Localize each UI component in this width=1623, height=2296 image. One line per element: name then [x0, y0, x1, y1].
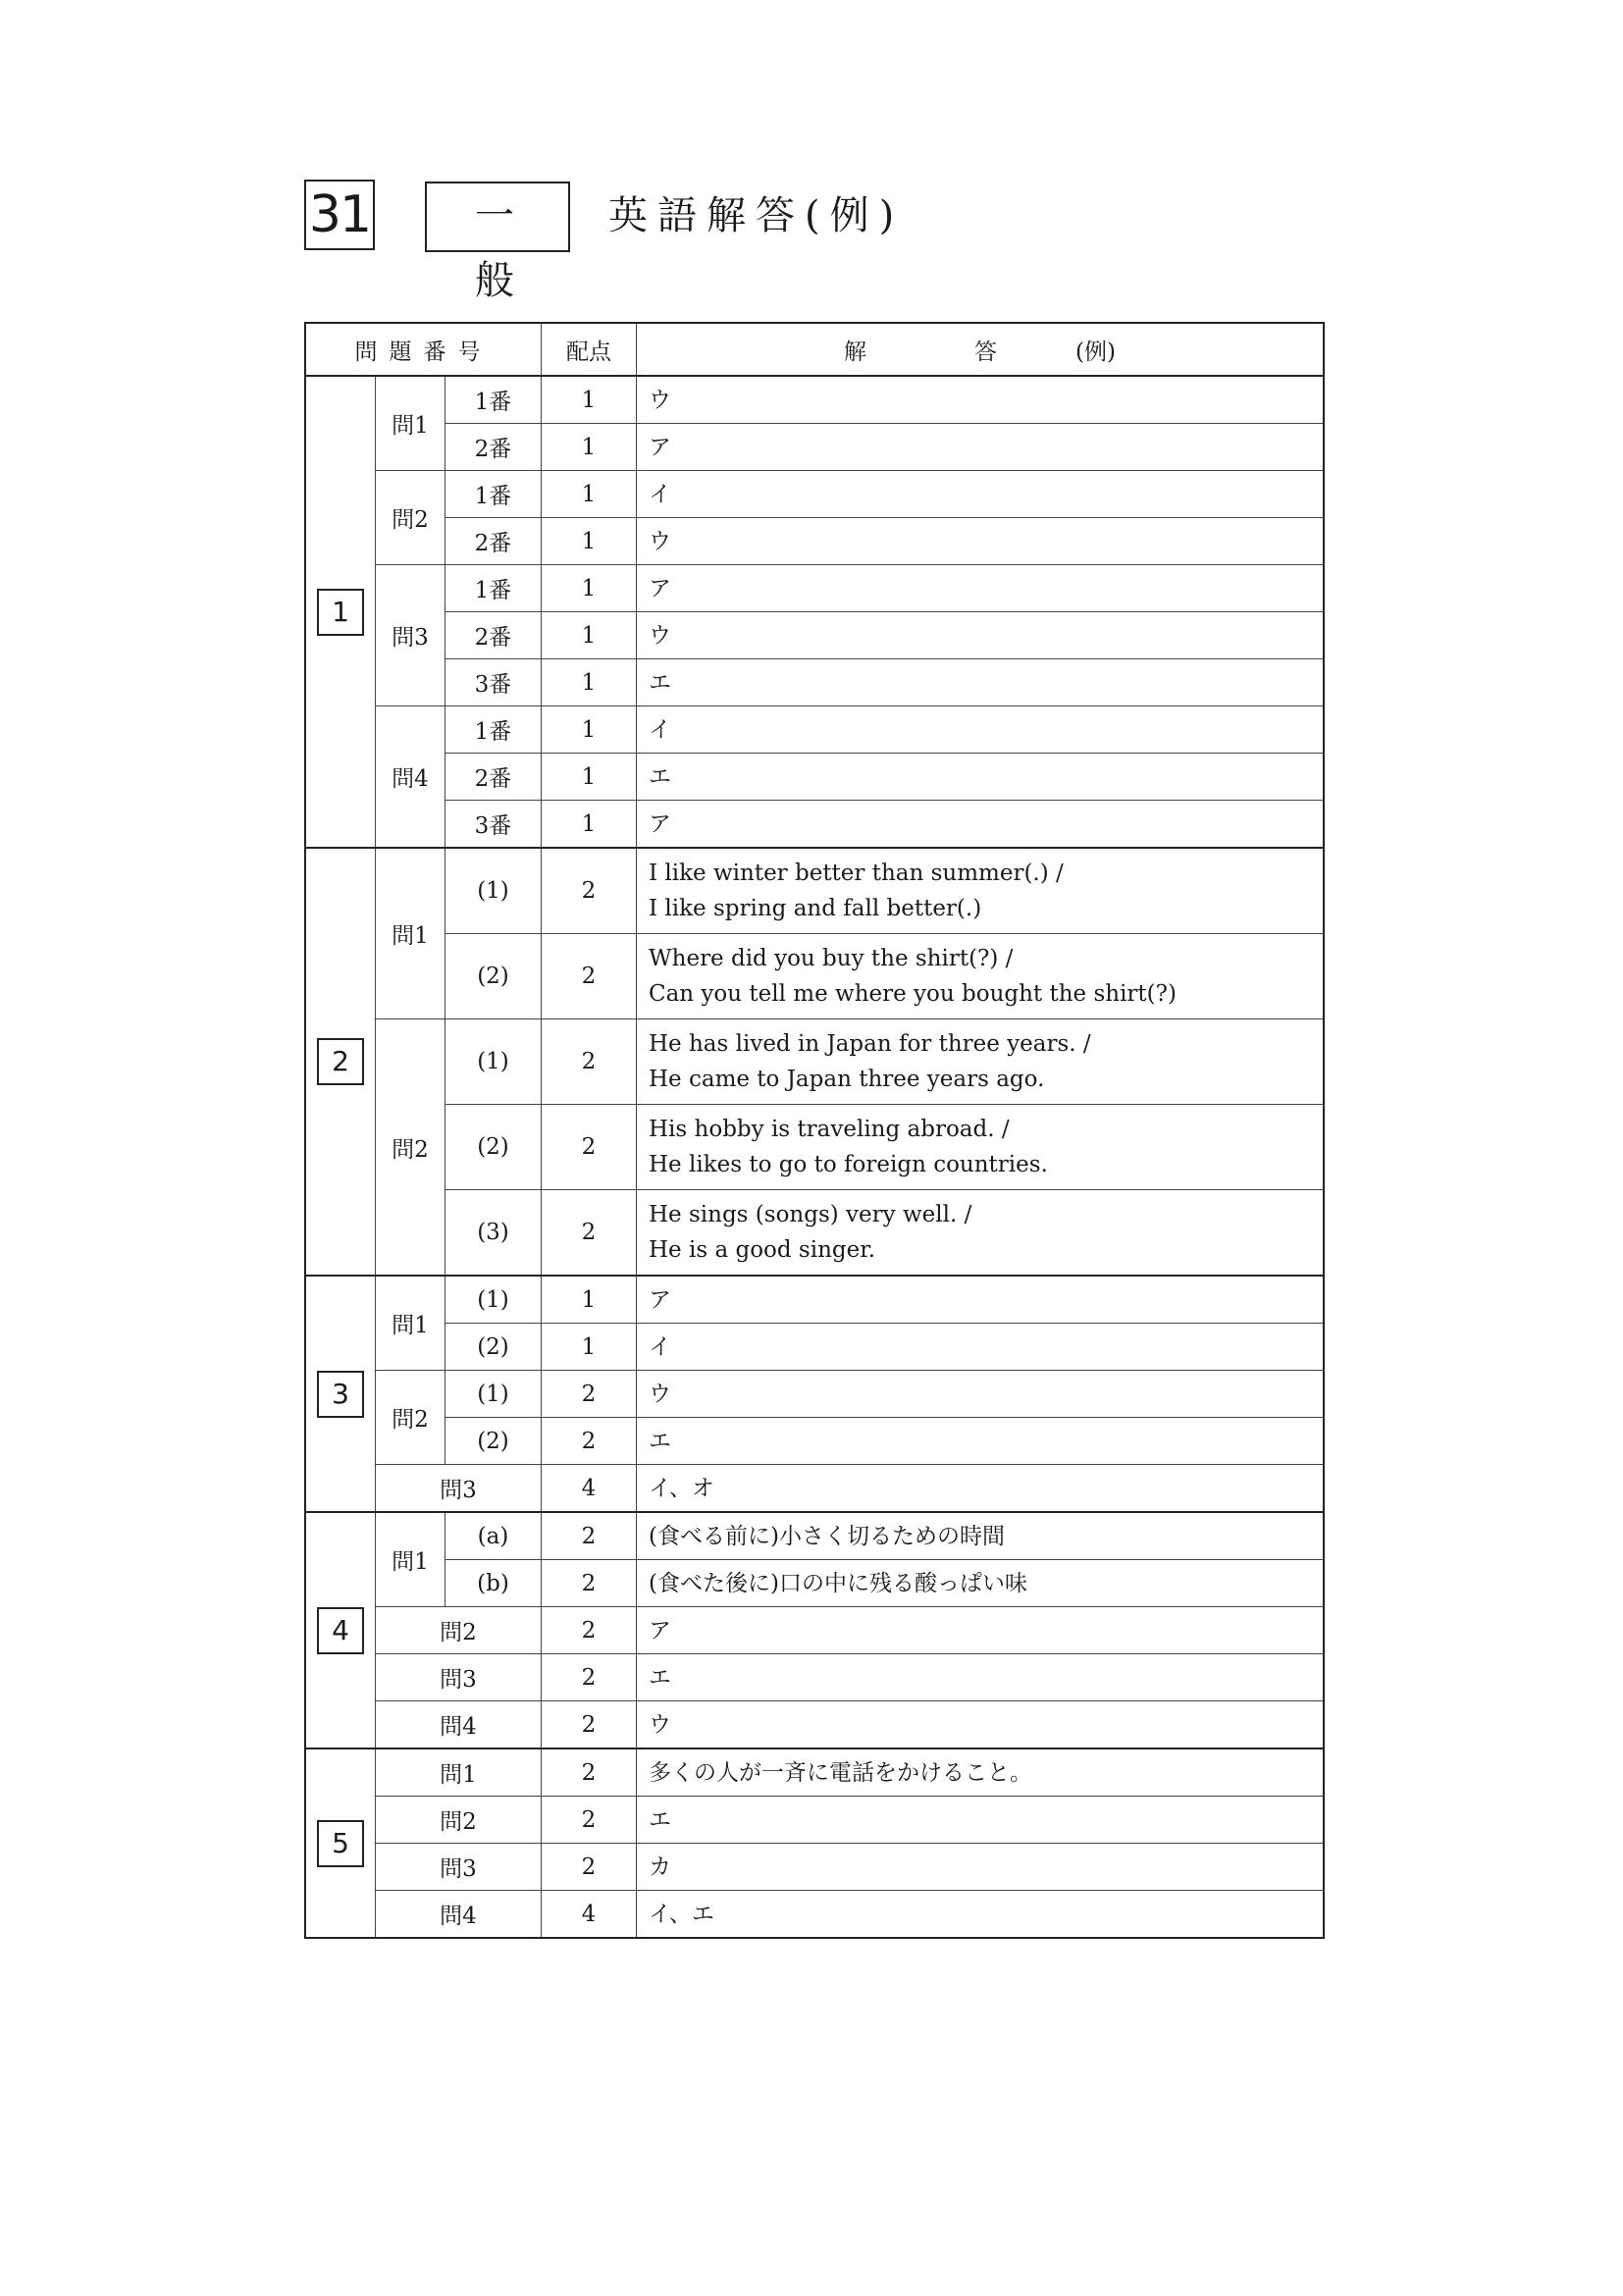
section-number-box: 3	[317, 1371, 364, 1418]
table-row	[305, 518, 1324, 565]
points-cell: 1	[542, 612, 637, 659]
points-cell: 1	[542, 424, 637, 471]
sub-question-cell: (1)	[445, 1019, 542, 1105]
sub-question-cell: 1番	[445, 565, 542, 612]
sub-question-cell: (b)	[445, 1560, 542, 1607]
points-cell: 2	[542, 934, 637, 1019]
table-row	[305, 1190, 1324, 1277]
points-cell: 1	[542, 376, 637, 424]
table-row	[305, 1844, 1324, 1891]
header-answer-char-1: 解	[844, 339, 867, 365]
header-question-number: 問題番号	[305, 323, 542, 376]
answer-cell: イ、オ	[637, 1465, 1325, 1513]
page-title: 英語解答(例)	[608, 193, 905, 238]
table-row	[305, 1891, 1324, 1939]
points-cell: 2	[542, 1654, 637, 1701]
points-cell: 4	[542, 1891, 637, 1939]
points-cell: 2	[542, 1512, 637, 1560]
answer-cell: ウ	[637, 1701, 1325, 1749]
section-cell-2	[305, 848, 376, 1276]
answer-cell: イ	[637, 1324, 1325, 1371]
answer-line-2: He is a good singer.	[649, 1237, 876, 1263]
table-row	[305, 1748, 1324, 1797]
question-cell: 問4	[376, 706, 445, 849]
table-row	[305, 1324, 1324, 1371]
answer-cell: ウ	[637, 612, 1325, 659]
sub-question-cell: (2)	[445, 934, 542, 1019]
sub-question-cell: (1)	[445, 1371, 542, 1418]
sub-question-cell: 2番	[445, 518, 542, 565]
sub-question-cell: 1番	[445, 471, 542, 518]
table-row	[305, 1654, 1324, 1701]
table-row	[305, 1701, 1324, 1749]
points-cell: 2	[542, 1701, 637, 1749]
sub-question-cell: (2)	[445, 1105, 542, 1190]
sub-question-cell: 2番	[445, 424, 542, 471]
sub-question-cell: 3番	[445, 659, 542, 706]
table-row	[305, 1560, 1324, 1607]
question-cell: 問3	[376, 1844, 542, 1891]
question-cell: 問3	[376, 1654, 542, 1701]
header-points: 配点	[542, 323, 637, 376]
sub-question-cell: (2)	[445, 1418, 542, 1465]
section-cell-3	[305, 1276, 376, 1512]
answer-line-2: Can you tell me where you bought the shirt(?)	[649, 981, 1177, 1007]
sub-question-cell: 3番	[445, 801, 542, 849]
points-cell: 2	[542, 1797, 637, 1844]
answer-cell	[637, 848, 1325, 934]
section-cell-5	[305, 1748, 376, 1938]
answer-cell	[637, 1105, 1325, 1190]
answer-cell: エ	[637, 1654, 1325, 1701]
sub-question-cell: (3)	[445, 1190, 542, 1277]
sub-question-cell: (1)	[445, 1276, 542, 1324]
table-row	[305, 1797, 1324, 1844]
section-number-box: 4	[317, 1607, 364, 1654]
sub-question-cell: (a)	[445, 1512, 542, 1560]
answer-line-1: He has lived in Japan for three years. /	[649, 1031, 1091, 1057]
section-number-box: 1	[317, 589, 364, 636]
header-answer	[637, 323, 1325, 376]
header-answer-example: (例)	[1075, 339, 1116, 365]
answer-line-2: He likes to go to foreign countries.	[649, 1152, 1048, 1177]
points-cell: 1	[542, 801, 637, 849]
points-cell: 2	[542, 1190, 637, 1277]
question-cell: 問3	[376, 565, 445, 706]
section-number-box: 2	[317, 1038, 364, 1085]
answer-line-2: He came to Japan three years ago.	[649, 1067, 1045, 1092]
section-number-box: 5	[317, 1820, 364, 1867]
answer-cell: ア	[637, 1276, 1325, 1324]
table-row	[305, 659, 1324, 706]
answer-cell: ア	[637, 1607, 1325, 1654]
points-cell: 1	[542, 754, 637, 801]
points-cell: 2	[542, 848, 637, 934]
answer-cell: ウ	[637, 376, 1325, 424]
question-cell: 問4	[376, 1891, 542, 1939]
section-cell-4	[305, 1512, 376, 1748]
table-row	[305, 1465, 1324, 1513]
answer-cell: ア	[637, 801, 1325, 849]
points-cell: 2	[542, 1019, 637, 1105]
answer-cell: エ	[637, 659, 1325, 706]
category-box: 一 般	[425, 182, 570, 252]
table-row	[305, 848, 1324, 934]
points-cell: 4	[542, 1465, 637, 1513]
answer-line-2: I like spring and fall better(.)	[649, 896, 982, 921]
question-cell: 問3	[376, 1465, 542, 1513]
table-row	[305, 1512, 1324, 1560]
points-cell: 2	[542, 1844, 637, 1891]
question-cell: 問4	[376, 1701, 542, 1749]
answer-cell: ウ	[637, 518, 1325, 565]
answer-line-1: Where did you buy the shirt(?) /	[649, 946, 1014, 971]
table-row	[305, 1105, 1324, 1190]
answer-cell: ア	[637, 565, 1325, 612]
question-cell: 問1	[376, 1276, 445, 1371]
answer-cell: 多くの人が一斉に電話をかけること。	[637, 1748, 1325, 1797]
table-row	[305, 1607, 1324, 1654]
points-cell: 1	[542, 1276, 637, 1324]
section-cell-1	[305, 376, 376, 848]
question-cell: 問2	[376, 1607, 542, 1654]
table-row	[305, 612, 1324, 659]
subject-number-box: 31	[304, 180, 375, 250]
table-row	[305, 1418, 1324, 1465]
points-cell: 1	[542, 565, 637, 612]
answer-line-1: I like winter better than summer(.) /	[649, 861, 1064, 886]
answer-cell: ア	[637, 424, 1325, 471]
answer-cell: (食べる前に)小さく切るための時間	[637, 1512, 1325, 1560]
table-row	[305, 471, 1324, 518]
points-cell: 1	[542, 471, 637, 518]
question-cell: 問1	[376, 1512, 445, 1607]
sub-question-cell: 2番	[445, 612, 542, 659]
table-header-row	[305, 323, 1324, 376]
answer-cell	[637, 1190, 1325, 1277]
table-row	[305, 424, 1324, 471]
points-cell: 2	[542, 1560, 637, 1607]
answer-cell: エ	[637, 754, 1325, 801]
points-cell: 2	[542, 1105, 637, 1190]
question-cell: 問2	[376, 1797, 542, 1844]
question-cell: 問2	[376, 1019, 445, 1277]
points-cell: 1	[542, 659, 637, 706]
table-row	[305, 1371, 1324, 1418]
answer-cell	[637, 1019, 1325, 1105]
header-answer-char-2: 答	[974, 339, 998, 365]
question-cell: 問1	[376, 848, 445, 1019]
answer-cell: イ	[637, 706, 1325, 754]
points-cell: 2	[542, 1607, 637, 1654]
answer-table	[304, 322, 1325, 1939]
points-cell: 1	[542, 1324, 637, 1371]
table-row	[305, 1019, 1324, 1105]
sub-question-cell: 2番	[445, 754, 542, 801]
table-row	[305, 754, 1324, 801]
sub-question-cell: 1番	[445, 706, 542, 754]
answer-cell	[637, 934, 1325, 1019]
points-cell: 2	[542, 1371, 637, 1418]
question-cell: 問2	[376, 1371, 445, 1465]
answer-cell: エ	[637, 1418, 1325, 1465]
points-cell: 2	[542, 1418, 637, 1465]
points-cell: 1	[542, 706, 637, 754]
answer-line-1: His hobby is traveling abroad. /	[649, 1117, 1010, 1142]
points-cell: 2	[542, 1748, 637, 1797]
sub-question-cell: (2)	[445, 1324, 542, 1371]
answer-cell: イ	[637, 471, 1325, 518]
answer-line-1: He sings (songs) very well. /	[649, 1202, 972, 1227]
table-row	[305, 706, 1324, 754]
table-row	[305, 1276, 1324, 1324]
table-row	[305, 376, 1324, 424]
question-cell: 問1	[376, 376, 445, 471]
sub-question-cell: 1番	[445, 376, 542, 424]
answer-cell: イ、エ	[637, 1891, 1325, 1939]
answer-cell: エ	[637, 1797, 1325, 1844]
answer-cell: (食べた後に)口の中に残る酸っぱい味	[637, 1560, 1325, 1607]
question-cell: 問1	[376, 1748, 542, 1797]
table-row	[305, 801, 1324, 849]
table-row	[305, 934, 1324, 1019]
answer-cell: ウ	[637, 1371, 1325, 1418]
points-cell: 1	[542, 518, 637, 565]
sub-question-cell: (1)	[445, 848, 542, 934]
answer-cell: カ	[637, 1844, 1325, 1891]
question-cell: 問2	[376, 471, 445, 565]
table-row	[305, 565, 1324, 612]
